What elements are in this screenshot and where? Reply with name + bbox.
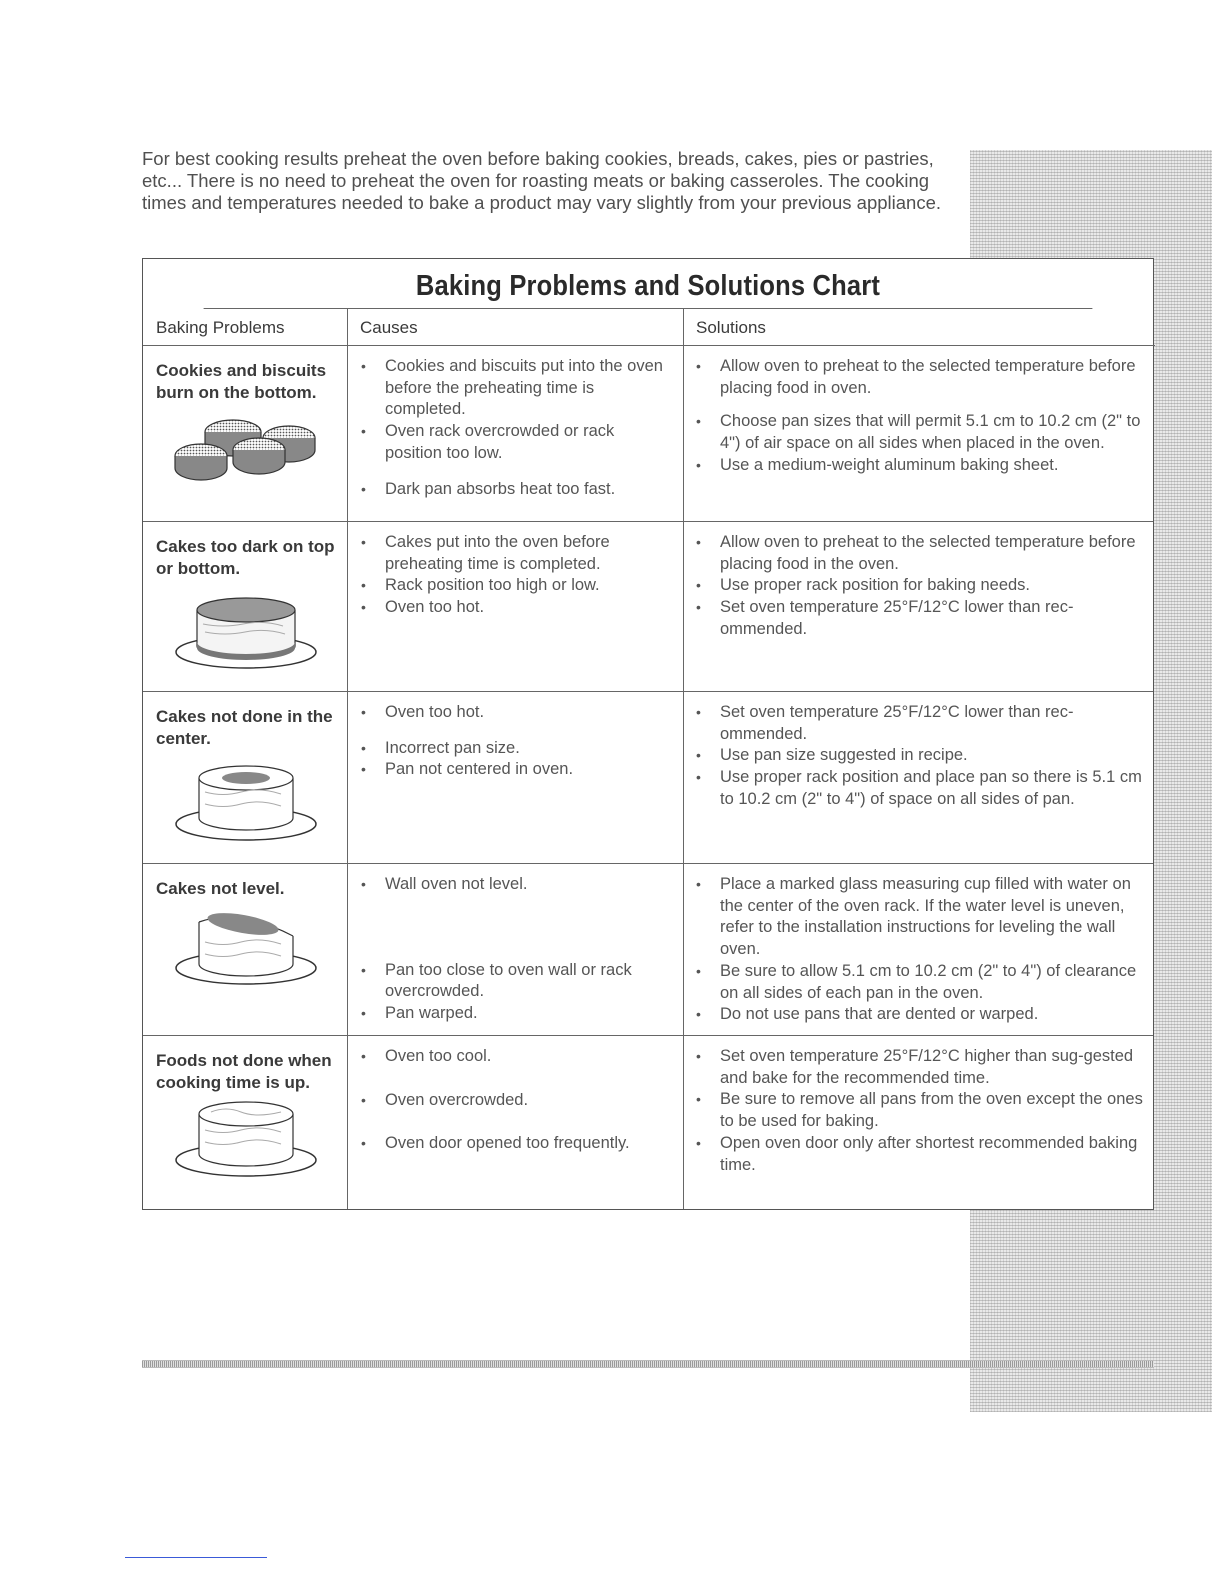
solution-text: Choose pan sizes that will permit 5.1 cm to 10.2 cm (2" to 4") of air space on all sides when placed in the oven.	[720, 412, 1141, 453]
cause-list	[357, 1046, 667, 1155]
solution-text: Set oven temperature 25°F/12°C lower than rec-ommended.	[720, 598, 1074, 638]
bullet-icon: •	[696, 769, 701, 786]
bullet-icon: •	[361, 534, 366, 550]
cause-item	[357, 1133, 667, 1155]
bullet-icon: •	[361, 1048, 366, 1064]
bullet-icon: •	[696, 534, 701, 550]
solution-text: Allow oven to preheat to the selected temperature before placing food in the oven.	[720, 533, 1136, 573]
cause-text: Cookies and biscuits put into the oven before the preheating time is completed.	[385, 357, 663, 419]
cause-list	[357, 356, 667, 500]
bullet-icon: •	[361, 358, 366, 374]
bullet-icon: •	[696, 599, 701, 616]
solution-text: Use pan size suggested in recipe.	[720, 746, 968, 765]
cause-text: Oven too hot.	[385, 703, 485, 721]
table-row	[143, 864, 1153, 1036]
cause-item	[357, 960, 667, 1003]
bullet-icon: •	[361, 739, 366, 756]
cause-text: Dark pan absorbs heat too fast.	[385, 479, 616, 498]
cause-item	[357, 702, 667, 724]
cause-item	[357, 479, 667, 501]
bullet-icon: •	[696, 1006, 701, 1023]
bullet-icon: •	[361, 577, 366, 594]
table-row	[143, 692, 1153, 864]
solution-item	[692, 411, 1144, 454]
cause-text: Pan not centered in oven.	[385, 760, 574, 779]
solution-list	[692, 702, 1144, 811]
solution-text: Set oven temperature 25°F/12°C lower than rec-ommended.	[720, 703, 1074, 743]
solution-list	[692, 532, 1144, 641]
bullet-icon: •	[696, 876, 701, 892]
cause-item	[357, 532, 667, 575]
cause-text: Cakes put into the oven before preheating time is completed.	[385, 533, 610, 573]
solution-text: Be sure to allow 5.1 cm to 10.2 cm (2" to 4") of clearance on all sides of each pan in the oven.	[720, 961, 1137, 1002]
dark-cake-illustration	[171, 586, 321, 676]
bullet-icon: •	[361, 480, 366, 497]
table-row	[143, 1036, 1153, 1211]
bottom-rule	[142, 1360, 1154, 1368]
cause-text: Pan too close to oven wall or rack overcrowded.	[385, 960, 632, 1001]
bullet-icon: •	[361, 876, 366, 892]
solution-item	[692, 961, 1144, 1004]
bullet-icon: •	[361, 961, 366, 978]
intro-paragraph: For best cooking results preheat the oven before baking cookies, breads, cakes, pies or pastries, etc... There is no need to preheat the oven for roasting meats or baking casseroles. The cooking times and temperatures needed to bake a product may vary slightly from your previous appliance.	[142, 148, 941, 213]
cause-text: Pan warped.	[385, 1004, 478, 1023]
solution-item	[692, 532, 1144, 575]
underdone-cake-illustration	[171, 756, 321, 846]
solution-text: Use proper rack position for baking needs.	[720, 576, 1031, 595]
cause-item	[357, 575, 667, 597]
cause-text: Oven too cool.	[385, 1047, 492, 1065]
bullet-icon: •	[361, 1091, 366, 1108]
problem-label: Cakes not level.	[156, 879, 285, 898]
cause-item	[357, 874, 667, 896]
cause-text: Oven too hot.	[385, 598, 485, 617]
cause-item	[357, 421, 667, 464]
bullet-icon: •	[361, 423, 366, 440]
cause-item	[357, 597, 667, 619]
bullet-icon: •	[696, 456, 701, 473]
solution-text: Place a marked glass measuring cup filled with water on the center of the oven rack. If the water level is uneven, refer to the installation instructions for leveling the wall oven.	[720, 875, 1131, 959]
baking-problems-chart	[142, 258, 1154, 1210]
solution-list	[692, 356, 1144, 477]
solution-text: Allow oven to preheat to the selected temperature before placing food in oven.	[720, 357, 1136, 397]
bullet-icon: •	[696, 413, 701, 430]
table-row	[143, 522, 1153, 692]
solution-text: Do not use pans that are dented or warped.	[720, 1005, 1039, 1024]
solution-item	[692, 356, 1144, 399]
solution-item	[692, 1004, 1144, 1026]
bullet-icon: •	[361, 1135, 366, 1152]
bullet-icon: •	[696, 704, 701, 720]
cause-text: Oven door opened too frequently.	[385, 1134, 630, 1153]
tilted-cake-illustration	[171, 902, 321, 992]
footer-line	[125, 1557, 267, 1558]
problem-label: Cookies and biscuits burn on the bottom.	[156, 361, 327, 402]
cause-list	[357, 702, 667, 781]
bullet-icon: •	[361, 1005, 366, 1022]
solution-text: Use proper rack position and place pan so there is 5.1 cm to 10.2 cm (2" to 4") of space on all sides of pan.	[720, 768, 1142, 808]
solution-item	[692, 767, 1144, 810]
cake-illustration	[171, 1092, 321, 1182]
problem-label: Cakes not done in the center.	[156, 707, 333, 748]
header-causes: Causes	[347, 309, 683, 346]
cause-list	[357, 874, 667, 1025]
solution-text: Set oven temperature 25°F/12°C higher than sug-gested and bake for the recommended time.	[720, 1047, 1134, 1087]
chart-title: Baking Problems and Solutions Chart	[204, 259, 1093, 309]
cause-text: Oven rack overcrowded or rack position too low.	[385, 422, 615, 462]
cause-text: Oven overcrowded.	[385, 1090, 529, 1109]
cause-item	[357, 738, 667, 760]
cause-text: Rack position too high or low.	[385, 576, 600, 595]
cause-item	[357, 1046, 667, 1068]
bullet-icon: •	[696, 358, 701, 374]
bullet-icon: •	[696, 1048, 701, 1064]
cause-item	[357, 1003, 667, 1025]
solution-item	[692, 597, 1144, 640]
header-solutions: Solutions	[683, 309, 1155, 346]
cause-text: Incorrect pan size.	[385, 738, 520, 757]
bullet-icon: •	[361, 704, 366, 720]
problem-label: Cakes too dark on top or bottom.	[156, 537, 335, 578]
solution-item	[692, 702, 1144, 745]
solution-list	[692, 1046, 1144, 1176]
solution-text: Be sure to remove all pans from the oven except the ones to be used for baking.	[720, 1090, 1143, 1131]
solution-text: Use a medium-weight aluminum baking sheet.	[720, 455, 1059, 474]
solution-item	[692, 455, 1144, 477]
solution-item	[692, 745, 1144, 767]
bullet-icon: •	[696, 577, 701, 594]
solution-item	[692, 1089, 1144, 1132]
cause-item	[357, 759, 667, 781]
solution-text: Open oven door only after shortest recommended baking time.	[720, 1133, 1138, 1174]
bullet-icon: •	[361, 761, 366, 778]
solution-list	[692, 874, 1144, 1026]
bullet-icon: •	[696, 1091, 701, 1108]
cause-list	[357, 532, 667, 619]
problem-label: Foods not done when cooking time is up.	[156, 1051, 332, 1092]
cookies-illustration	[171, 410, 321, 500]
bullet-icon: •	[696, 1134, 701, 1151]
bullet-icon: •	[361, 599, 366, 616]
solution-item	[692, 575, 1144, 597]
solution-item	[692, 874, 1144, 961]
solution-item	[692, 1046, 1144, 1089]
bullet-icon: •	[696, 747, 701, 764]
solution-item	[692, 1133, 1144, 1176]
cause-item	[357, 1090, 667, 1112]
cause-item	[357, 356, 667, 421]
cause-text: Wall oven not level.	[385, 875, 528, 893]
table-row	[143, 346, 1153, 522]
bullet-icon: •	[696, 962, 701, 979]
header-baking-problems: Baking Problems	[143, 309, 347, 346]
